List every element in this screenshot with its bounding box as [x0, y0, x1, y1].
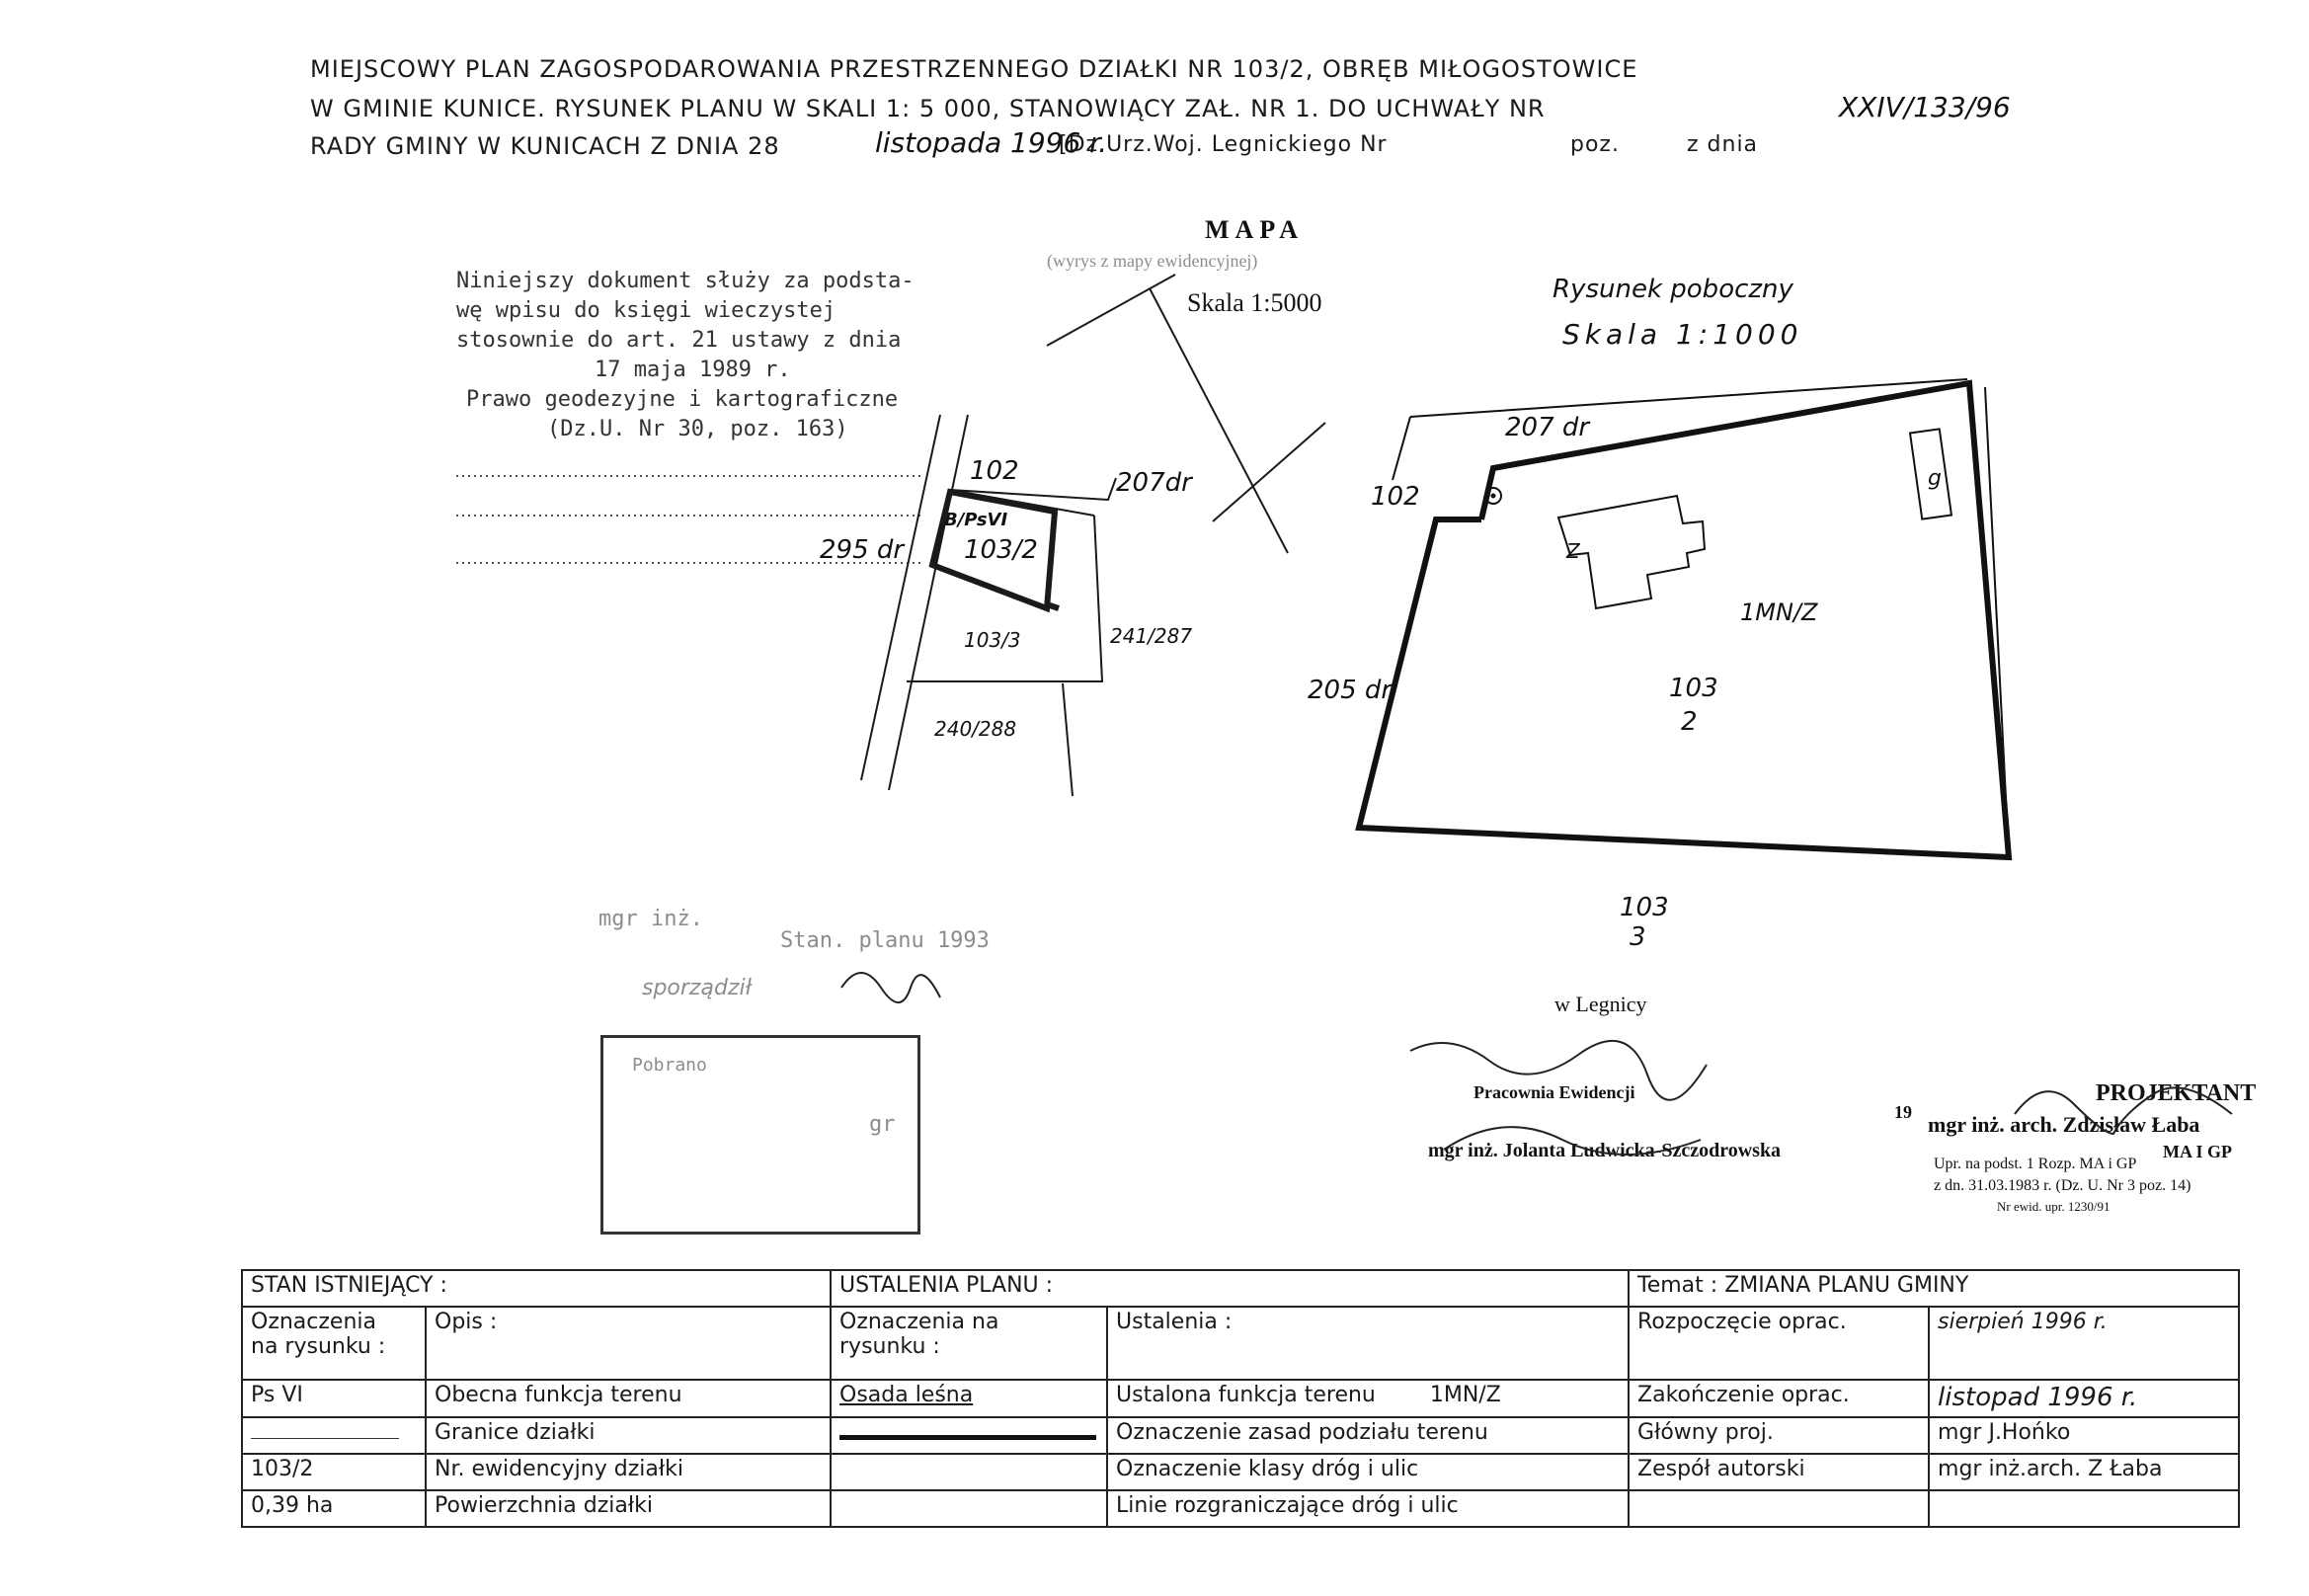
legend-row1-desc: Obecna funkcja terenu [426, 1380, 831, 1416]
legend-meta-value-lead: mgr J.Hońko [1929, 1417, 2239, 1454]
legend-meta-value-end: listopad 1996 r. [1929, 1380, 2239, 1416]
label-class: B/PsVI [944, 510, 1008, 530]
stamp2-line-3: sporządził [642, 976, 752, 1000]
below-parcel-num: 103 [1620, 893, 1669, 922]
legend-row4-decision: Linie rozgraniczające dróg i ulic [1107, 1490, 1629, 1527]
resolution-number: XXIV/133/96 [1839, 91, 2011, 123]
legend-row3-mark: 103/2 [242, 1454, 426, 1490]
map-subtitle: (wyrys z mapy ewidencyjnej) [1047, 251, 1258, 271]
side-label-zone: 1MN/Z [1740, 598, 1818, 626]
label-103-3: 103/3 [964, 628, 1021, 652]
legend-row1-mark: Ps VI [242, 1380, 426, 1416]
designer-id: MA I GP [2163, 1142, 2232, 1161]
below-city: w Legnicy [1554, 992, 1647, 1016]
designer-name: mgr inż. arch. Zdzisław Łaba [1928, 1112, 2200, 1137]
designer-line-1: Upr. na podst. 1 Rozp. MA i GP [1934, 1156, 2137, 1172]
header-line-3: RADY GMINY W KUNICACH Z DNIA 28 [310, 132, 780, 160]
legend-row1-decision: Ustalona funkcja terenu 1MN/Z [1107, 1380, 1629, 1416]
legend-meta-value-start: sierpień 1996 r. [1929, 1307, 2239, 1380]
stamp-line-3: stosownie do art. 21 ustawy z dnia [456, 328, 902, 353]
legend-meta-label-start: Rozpoczęcie oprac. [1629, 1307, 1929, 1380]
header-line-1: MIEJSCOWY PLAN ZAGOSPODAROWANIA PRZESTRZENNEGO DZIAŁKI NR 103/2, OBRĘB MIŁOGOSTOWICE [310, 55, 1638, 83]
signature-scribbles [841, 973, 2232, 1155]
label-102: 102 [970, 456, 1019, 486]
legend-row4-desc: Powierzchnia działki [426, 1490, 831, 1527]
building-g-label: g [1928, 466, 1942, 491]
legend-row2-decision: Oznaczenie zasad podziału terenu [1107, 1417, 1629, 1454]
label-103-2: 103/2 [964, 535, 1038, 565]
legend-topic: Temat : ZMIANA PLANU GMINY [1629, 1270, 2239, 1307]
legend-col-decisions: Ustalenia : [1107, 1307, 1629, 1380]
boundary-thick-line-symbol [839, 1435, 1096, 1440]
stamp2-line-4: Pobrano [632, 1055, 707, 1076]
registry-person: mgr inż. Jolanta Ludwicka-Szczodrowska [1428, 1140, 1782, 1161]
resolution-date: listopada 1996 r. [875, 126, 1108, 159]
legend-meta-value-team: mgr inż.arch. Z Łaba [1929, 1454, 2239, 1490]
boundary-thin-line-symbol [251, 1438, 399, 1439]
below-parcel-den: 3 [1630, 922, 1646, 952]
stamp-line-6: (Dz.U. Nr 30, poz. 163) [547, 417, 848, 441]
legend-row1-plan-mark: Osada leśna [831, 1380, 1107, 1416]
gazette-pos: poz. [1570, 132, 1620, 157]
registry-year: 19 [1894, 1102, 1912, 1122]
map-scale: Skala 1:5000 [1187, 288, 1322, 317]
legend-col-mark: Oznaczenia na rysunku : [242, 1307, 426, 1380]
legend-empty-b [1929, 1490, 2239, 1527]
building-z-label: Z [1566, 539, 1580, 563]
side-map-title: Rysunek poboczny [1553, 275, 1793, 304]
legend-row2-mark [242, 1417, 426, 1454]
designer-line-2: z dn. 31.03.1983 r. (Dz. U. Nr 3 poz. 14) [1934, 1177, 2191, 1194]
side-label-102: 102 [1371, 482, 1420, 512]
stamp2-line-1: mgr inż. [598, 907, 703, 931]
stamp2-line-5: gr [869, 1112, 896, 1137]
side-label-205dr: 205 dr [1308, 676, 1393, 705]
label-207dr: 207dr [1116, 468, 1192, 498]
legend-existing-header: STAN ISTNIEJĄCY : [242, 1270, 831, 1307]
designer-line-3: Nr ewid. upr. 1230/91 [1997, 1199, 2110, 1214]
stamp2-line-2: Stan. planu 1993 [780, 928, 990, 953]
registry-stamp: Pracownia Ewidencji [1473, 1082, 1635, 1102]
side-label-parcel-num: 103 [1669, 674, 1718, 703]
legend-row2-desc: Granice działki [426, 1417, 831, 1454]
label-240-288: 240/288 [934, 717, 1017, 741]
legend-meta-label-end: Zakończenie oprac. [1629, 1380, 1929, 1416]
legend-row3-plan-mark [831, 1454, 1107, 1490]
legend-row1-value: 1MN/Z [1429, 1383, 1501, 1408]
header-line-2: W GMINIE KUNICE. RYSUNEK PLANU W SKALI 1: 5 000, STANOWIĄCY ZAŁ. NR 1. DO UCHWAŁY NR [310, 95, 1546, 122]
side-map-lines [1359, 379, 2009, 857]
label-241-287: 241/287 [1110, 624, 1193, 648]
map-title: MAPA [1205, 215, 1305, 244]
legend-col-plan-mark: Oznaczenia na rysunku : [831, 1307, 1107, 1380]
gazette-date: z dnia [1687, 132, 1759, 157]
legend-col-desc: Opis : [426, 1307, 831, 1380]
legend-row3-desc: Nr. ewidencyjny działki [426, 1454, 831, 1490]
stamp-line-1: Niniejszy dokument służy za podsta- [456, 269, 915, 293]
legend-table [241, 1269, 2240, 1528]
label-295dr: 295 dr [820, 535, 905, 565]
designer-title: PROJEKTANT [2096, 1080, 2257, 1106]
legend-meta-label-team: Zespół autorski [1629, 1454, 1929, 1490]
legend-row2-plan-mark [831, 1417, 1107, 1454]
legend-row4-mark: 0,39 ha [242, 1490, 426, 1527]
legend-row4-plan-mark [831, 1490, 1107, 1527]
side-map-scale: Skala 1:1000 [1562, 318, 1803, 351]
stamp-line-5: Prawo geodezyjne i kartograficzne [466, 387, 899, 412]
legend-row3-decision: Oznaczenie klasy dróg i ulic [1107, 1454, 1629, 1490]
stamp-line-2: wę wpisu do księgi wieczystej [456, 298, 836, 323]
side-label-207dr: 207 dr [1505, 413, 1590, 442]
legend-plan-header: USTALENIA PLANU : [831, 1270, 1629, 1307]
main-map-lines [456, 275, 1325, 796]
gazette-ref: [Dz.Urz.Woj. Legnickiego Nr [1059, 132, 1388, 157]
stamp-line-4: 17 maja 1989 r. [595, 358, 791, 382]
side-label-parcel-den: 2 [1681, 707, 1698, 737]
legend-empty-a [1629, 1490, 1929, 1527]
legend-meta-label-lead: Główny proj. [1629, 1417, 1929, 1454]
